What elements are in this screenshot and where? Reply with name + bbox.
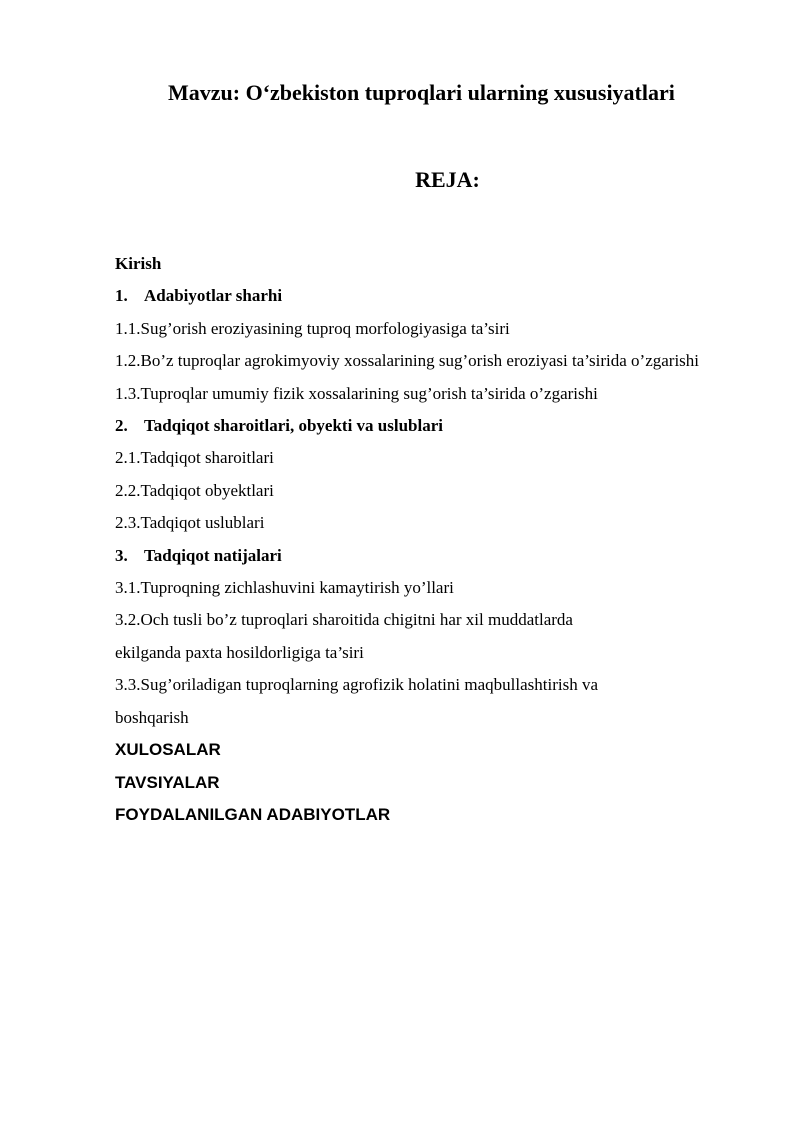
section-title: Tadqiqot natijalari: [144, 545, 282, 565]
section-heading: [115, 540, 743, 572]
subsection-item: 1.1.Sug’orish eroziyasining tuproq morfologiyasiga ta’siri: [115, 318, 510, 338]
document-title: Mavzu: O‘zbekiston tuproqlari ularning xususiyatlari: [168, 80, 675, 105]
subsection-item: 3.1.Tuproqning zichlashuvini kamaytirish yo’llari: [115, 578, 454, 598]
conclusions-item: XULOSALAR: [115, 740, 221, 760]
subsection-item: 1.3.Tuproqlar umumiy fizik xossalarining sug’orish ta’sirida o’zgarishi: [115, 383, 598, 403]
references-item: FOYDALANILGAN ADABIYOTLAR: [115, 804, 391, 824]
section-heading: [115, 410, 743, 442]
subsection-item-line: ekilganda paxta hosildorligiga ta’siri: [115, 642, 364, 662]
plan-heading: REJA:: [415, 167, 480, 192]
section-number: 2.: [115, 416, 128, 436]
recommendations-item: TAVSIYALAR: [115, 772, 220, 792]
section-title: Tadqiqot sharoitlari, obyekti va uslublari: [144, 416, 443, 436]
subsection-item-line: 3.3.Sug’oriladigan tuproqlarning agrofizik holatini maqbullashtirish va: [115, 675, 598, 695]
subsection-item: 2.1.Tadqiqot sharoitlari: [115, 448, 274, 468]
section-heading: [115, 280, 743, 312]
subsection-item: 2.2.Tadqiqot obyektlari: [115, 480, 274, 500]
subsection-item: 2.3.Tadqiqot uslublari: [115, 513, 265, 533]
intro-item: Kirish: [115, 254, 162, 273]
subsection-item: 1.2.Bo’z tuproqlar agrokimyoviy xossalarining sug’orish eroziyasi ta’sirida o’zgarishi: [115, 351, 700, 371]
section-number: 3.: [115, 545, 128, 565]
section-title: Adabiyotlar sharhi: [144, 286, 283, 306]
subsection-item-line: boshqarish: [115, 707, 189, 727]
plan-list: [115, 248, 743, 831]
section-number: 1.: [115, 286, 128, 306]
subsection-item-line: 3.2.Och tusli bo’z tuproqlari sharoitida chigitni har xil muddatlarda: [115, 610, 573, 630]
